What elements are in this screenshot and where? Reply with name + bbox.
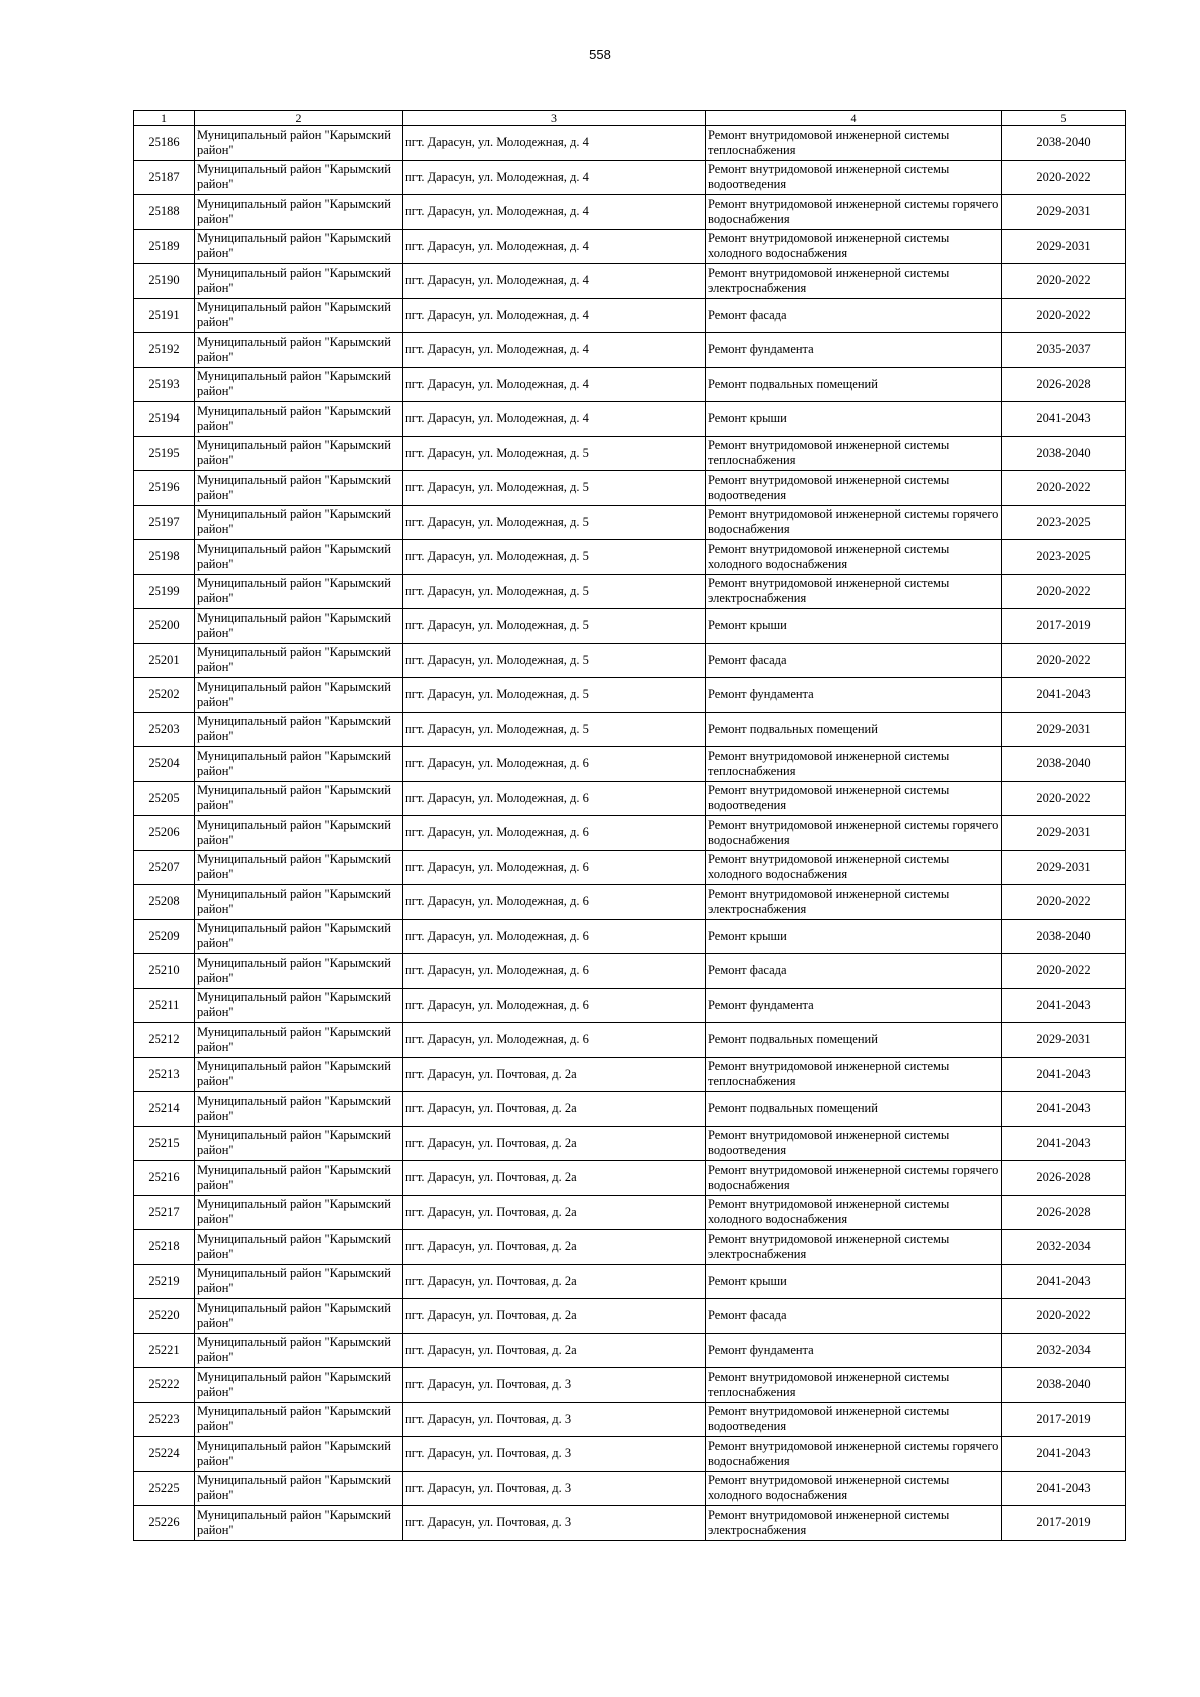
address-cell: пгт. Дарасун, ул. Молодежная, д. 4 [403, 126, 706, 161]
row-number: 25203 [134, 712, 195, 747]
work-type-cell: Ремонт внутридомовой инженерной системы горячего водоснабжения [706, 1161, 1002, 1196]
row-number: 25192 [134, 333, 195, 368]
work-type-cell: Ремонт внутридомовой инженерной системы теплоснабжения [706, 126, 1002, 161]
work-type-cell: Ремонт подвальных помещений [706, 1023, 1002, 1058]
work-type-cell: Ремонт фасада [706, 643, 1002, 678]
period-cell: 2020-2022 [1002, 885, 1126, 920]
column-header: 3 [403, 111, 706, 126]
row-number: 25225 [134, 1471, 195, 1506]
row-number: 25191 [134, 298, 195, 333]
row-number: 25187 [134, 160, 195, 195]
period-cell: 2029-2031 [1002, 195, 1126, 230]
period-cell: 2023-2025 [1002, 505, 1126, 540]
row-number: 25223 [134, 1402, 195, 1437]
municipality-cell: Муниципальный район "Карымский район" [195, 1057, 403, 1092]
row-number: 25219 [134, 1264, 195, 1299]
period-cell: 2041-2043 [1002, 1437, 1126, 1472]
address-cell: пгт. Дарасун, ул. Почтовая, д. 2а [403, 1195, 706, 1230]
table-row [134, 540, 1126, 575]
period-cell: 2041-2043 [1002, 1092, 1126, 1127]
municipality-cell: Муниципальный район "Карымский район" [195, 678, 403, 713]
municipality-cell: Муниципальный район "Карымский район" [195, 1126, 403, 1161]
work-type-cell: Ремонт внутридомовой инженерной системы водоотведения [706, 1126, 1002, 1161]
address-cell: пгт. Дарасун, ул. Молодежная, д. 5 [403, 712, 706, 747]
column-header: 5 [1002, 111, 1126, 126]
work-type-cell: Ремонт внутридомовой инженерной системы теплоснабжения [706, 1368, 1002, 1403]
address-cell: пгт. Дарасун, ул. Почтовая, д. 2а [403, 1230, 706, 1265]
period-cell: 2020-2022 [1002, 574, 1126, 609]
work-type-cell: Ремонт внутридомовой инженерной системы теплоснабжения [706, 1057, 1002, 1092]
municipality-cell: Муниципальный район "Карымский район" [195, 781, 403, 816]
table-row [134, 1057, 1126, 1092]
row-number: 25222 [134, 1368, 195, 1403]
column-header: 2 [195, 111, 403, 126]
period-cell: 2017-2019 [1002, 1506, 1126, 1541]
period-cell: 2032-2034 [1002, 1230, 1126, 1265]
period-cell: 2020-2022 [1002, 264, 1126, 299]
table-row [134, 1471, 1126, 1506]
row-number: 25216 [134, 1161, 195, 1196]
municipality-cell: Муниципальный район "Карымский район" [195, 1437, 403, 1472]
address-cell: пгт. Дарасун, ул. Почтовая, д. 3 [403, 1437, 706, 1472]
table-row [134, 919, 1126, 954]
municipality-cell: Муниципальный район "Карымский район" [195, 1402, 403, 1437]
address-cell: пгт. Дарасун, ул. Молодежная, д. 6 [403, 885, 706, 920]
table-row [134, 1264, 1126, 1299]
work-type-cell: Ремонт крыши [706, 609, 1002, 644]
address-cell: пгт. Дарасун, ул. Молодежная, д. 5 [403, 678, 706, 713]
municipality-cell: Муниципальный район "Карымский район" [195, 1506, 403, 1541]
period-cell: 2041-2043 [1002, 1126, 1126, 1161]
work-type-cell: Ремонт крыши [706, 919, 1002, 954]
municipality-cell: Муниципальный район "Карымский район" [195, 333, 403, 368]
period-cell: 2029-2031 [1002, 850, 1126, 885]
work-type-cell: Ремонт фундамента [706, 678, 1002, 713]
municipality-cell: Муниципальный район "Карымский район" [195, 298, 403, 333]
row-number: 25211 [134, 988, 195, 1023]
work-type-cell: Ремонт внутридомовой инженерной системы теплоснабжения [706, 747, 1002, 782]
row-number: 25210 [134, 954, 195, 989]
work-type-cell: Ремонт фундамента [706, 988, 1002, 1023]
work-type-cell: Ремонт подвальных помещений [706, 367, 1002, 402]
municipality-cell: Муниципальный район "Карымский район" [195, 1195, 403, 1230]
table-row [134, 1092, 1126, 1127]
row-number: 25195 [134, 436, 195, 471]
row-number: 25221 [134, 1333, 195, 1368]
row-number: 25196 [134, 471, 195, 506]
municipality-cell: Муниципальный район "Карымский район" [195, 505, 403, 540]
table-row [134, 712, 1126, 747]
table-row [134, 1368, 1126, 1403]
table-row [134, 126, 1126, 161]
address-cell: пгт. Дарасун, ул. Молодежная, д. 6 [403, 781, 706, 816]
period-cell: 2020-2022 [1002, 1299, 1126, 1334]
table-row [134, 229, 1126, 264]
period-cell: 2038-2040 [1002, 126, 1126, 161]
row-number: 25200 [134, 609, 195, 644]
period-cell: 2029-2031 [1002, 816, 1126, 851]
period-cell: 2020-2022 [1002, 781, 1126, 816]
municipality-cell: Муниципальный район "Карымский район" [195, 850, 403, 885]
table-row [134, 1299, 1126, 1334]
work-type-cell: Ремонт внутридомовой инженерной системы электроснабжения [706, 1506, 1002, 1541]
work-type-cell: Ремонт внутридомовой инженерной системы водоотведения [706, 781, 1002, 816]
table-row [134, 1161, 1126, 1196]
period-cell: 2032-2034 [1002, 1333, 1126, 1368]
address-cell: пгт. Дарасун, ул. Почтовая, д. 2а [403, 1333, 706, 1368]
work-type-cell: Ремонт внутридомовой инженерной системы холодного водоснабжения [706, 540, 1002, 575]
municipality-cell: Муниципальный район "Карымский район" [195, 1368, 403, 1403]
municipality-cell: Муниципальный район "Карымский район" [195, 816, 403, 851]
period-cell: 2026-2028 [1002, 1161, 1126, 1196]
address-cell: пгт. Дарасун, ул. Почтовая, д. 2а [403, 1161, 706, 1196]
work-type-cell: Ремонт фасада [706, 954, 1002, 989]
address-cell: пгт. Дарасун, ул. Молодежная, д. 4 [403, 333, 706, 368]
work-type-cell: Ремонт фасада [706, 1299, 1002, 1334]
table-row [134, 643, 1126, 678]
table-row [134, 264, 1126, 299]
table-row [134, 747, 1126, 782]
work-type-cell: Ремонт внутридомовой инженерной системы водоотведения [706, 160, 1002, 195]
table-row [134, 1333, 1126, 1368]
table-row [134, 781, 1126, 816]
work-type-cell: Ремонт внутридомовой инженерной системы теплоснабжения [706, 436, 1002, 471]
row-number: 25204 [134, 747, 195, 782]
table-row [134, 885, 1126, 920]
address-cell: пгт. Дарасун, ул. Почтовая, д. 3 [403, 1471, 706, 1506]
address-cell: пгт. Дарасун, ул. Молодежная, д. 5 [403, 540, 706, 575]
table-row [134, 298, 1126, 333]
table-row [134, 850, 1126, 885]
period-cell: 2038-2040 [1002, 1368, 1126, 1403]
municipality-cell: Муниципальный район "Карымский район" [195, 609, 403, 644]
row-number: 25217 [134, 1195, 195, 1230]
address-cell: пгт. Дарасун, ул. Почтовая, д. 2а [403, 1057, 706, 1092]
row-number: 25209 [134, 919, 195, 954]
row-number: 25218 [134, 1230, 195, 1265]
municipality-cell: Муниципальный район "Карымский район" [195, 1023, 403, 1058]
table-row [134, 195, 1126, 230]
period-cell: 2026-2028 [1002, 1195, 1126, 1230]
address-cell: пгт. Дарасун, ул. Почтовая, д. 3 [403, 1402, 706, 1437]
address-cell: пгт. Дарасун, ул. Молодежная, д. 5 [403, 436, 706, 471]
row-number: 25206 [134, 816, 195, 851]
row-number: 25205 [134, 781, 195, 816]
municipality-cell: Муниципальный район "Карымский район" [195, 1299, 403, 1334]
address-cell: пгт. Дарасун, ул. Молодежная, д. 4 [403, 298, 706, 333]
address-cell: пгт. Дарасун, ул. Молодежная, д. 6 [403, 816, 706, 851]
municipality-cell: Муниципальный район "Карымский район" [195, 1264, 403, 1299]
work-type-cell: Ремонт крыши [706, 1264, 1002, 1299]
row-number: 25212 [134, 1023, 195, 1058]
period-cell: 2017-2019 [1002, 609, 1126, 644]
address-cell: пгт. Дарасун, ул. Молодежная, д. 6 [403, 919, 706, 954]
address-cell: пгт. Дарасун, ул. Молодежная, д. 4 [403, 229, 706, 264]
row-number: 25215 [134, 1126, 195, 1161]
table-row [134, 402, 1126, 437]
row-number: 25193 [134, 367, 195, 402]
period-cell: 2038-2040 [1002, 436, 1126, 471]
period-cell: 2041-2043 [1002, 1471, 1126, 1506]
period-cell: 2020-2022 [1002, 298, 1126, 333]
table-row [134, 367, 1126, 402]
work-type-cell: Ремонт фундамента [706, 1333, 1002, 1368]
table-row [134, 1195, 1126, 1230]
page-number: 558 [589, 47, 611, 62]
address-cell: пгт. Дарасун, ул. Молодежная, д. 6 [403, 850, 706, 885]
period-cell: 2026-2028 [1002, 367, 1126, 402]
municipality-cell: Муниципальный район "Карымский район" [195, 471, 403, 506]
municipality-cell: Муниципальный район "Карымский район" [195, 954, 403, 989]
address-cell: пгт. Дарасун, ул. Молодежная, д. 6 [403, 954, 706, 989]
municipality-cell: Муниципальный район "Карымский район" [195, 160, 403, 195]
period-cell: 2041-2043 [1002, 1057, 1126, 1092]
table-row [134, 333, 1126, 368]
row-number: 25202 [134, 678, 195, 713]
table-row [134, 1023, 1126, 1058]
work-type-cell: Ремонт внутридомовой инженерной системы горячего водоснабжения [706, 505, 1002, 540]
municipality-cell: Муниципальный район "Карымский район" [195, 402, 403, 437]
municipality-cell: Муниципальный район "Карымский район" [195, 747, 403, 782]
period-cell: 2020-2022 [1002, 643, 1126, 678]
row-number: 25198 [134, 540, 195, 575]
row-number: 25226 [134, 1506, 195, 1541]
row-number: 25197 [134, 505, 195, 540]
table-row [134, 436, 1126, 471]
municipality-cell: Муниципальный район "Карымский район" [195, 367, 403, 402]
row-number: 25220 [134, 1299, 195, 1334]
row-number: 25214 [134, 1092, 195, 1127]
work-type-cell: Ремонт внутридомовой инженерной системы холодного водоснабжения [706, 229, 1002, 264]
table-row [134, 954, 1126, 989]
address-cell: пгт. Дарасун, ул. Почтовая, д. 2а [403, 1264, 706, 1299]
period-cell: 2029-2031 [1002, 1023, 1126, 1058]
municipality-cell: Муниципальный район "Карымский район" [195, 919, 403, 954]
municipality-cell: Муниципальный район "Карымский район" [195, 195, 403, 230]
row-number: 25189 [134, 229, 195, 264]
table-row [134, 471, 1126, 506]
work-type-cell: Ремонт внутридомовой инженерной системы водоотведения [706, 1402, 1002, 1437]
municipality-cell: Муниципальный район "Карымский район" [195, 885, 403, 920]
address-cell: пгт. Дарасун, ул. Молодежная, д. 4 [403, 367, 706, 402]
row-number: 25208 [134, 885, 195, 920]
work-type-cell: Ремонт фундамента [706, 333, 1002, 368]
period-cell: 2035-2037 [1002, 333, 1126, 368]
work-type-cell: Ремонт внутридомовой инженерной системы горячего водоснабжения [706, 195, 1002, 230]
municipality-cell: Муниципальный район "Карымский район" [195, 229, 403, 264]
address-cell: пгт. Дарасун, ул. Молодежная, д. 4 [403, 264, 706, 299]
municipality-cell: Муниципальный район "Карымский район" [195, 540, 403, 575]
row-number: 25207 [134, 850, 195, 885]
work-type-cell: Ремонт внутридомовой инженерной системы электроснабжения [706, 885, 1002, 920]
work-type-cell: Ремонт внутридомовой инженерной системы водоотведения [706, 471, 1002, 506]
row-number: 25213 [134, 1057, 195, 1092]
table-row [134, 505, 1126, 540]
address-cell: пгт. Дарасун, ул. Молодежная, д. 6 [403, 988, 706, 1023]
column-header: 4 [706, 111, 1002, 126]
work-type-cell: Ремонт внутридомовой инженерной системы холодного водоснабжения [706, 1195, 1002, 1230]
period-cell: 2020-2022 [1002, 160, 1126, 195]
table-row [134, 1230, 1126, 1265]
work-type-cell: Ремонт подвальных помещений [706, 712, 1002, 747]
municipality-cell: Муниципальный район "Карымский район" [195, 1092, 403, 1127]
table-row [134, 1402, 1126, 1437]
municipality-cell: Муниципальный район "Карымский район" [195, 264, 403, 299]
period-cell: 2017-2019 [1002, 1402, 1126, 1437]
address-cell: пгт. Дарасун, ул. Почтовая, д. 3 [403, 1506, 706, 1541]
address-cell: пгт. Дарасун, ул. Молодежная, д. 5 [403, 643, 706, 678]
period-cell: 2029-2031 [1002, 712, 1126, 747]
work-type-cell: Ремонт внутридомовой инженерной системы электроснабжения [706, 264, 1002, 299]
address-cell: пгт. Дарасун, ул. Молодежная, д. 5 [403, 574, 706, 609]
address-cell: пгт. Дарасун, ул. Молодежная, д. 4 [403, 160, 706, 195]
municipality-cell: Муниципальный район "Карымский район" [195, 712, 403, 747]
municipality-cell: Муниципальный район "Карымский район" [195, 988, 403, 1023]
period-cell: 2041-2043 [1002, 988, 1126, 1023]
repair-schedule-table [133, 110, 1126, 1541]
row-number: 25199 [134, 574, 195, 609]
table-row [134, 678, 1126, 713]
address-cell: пгт. Дарасун, ул. Молодежная, д. 4 [403, 402, 706, 437]
table-row [134, 988, 1126, 1023]
row-number: 25186 [134, 126, 195, 161]
work-type-cell: Ремонт внутридомовой инженерной системы горячего водоснабжения [706, 1437, 1002, 1472]
work-type-cell: Ремонт внутридомовой инженерной системы холодного водоснабжения [706, 850, 1002, 885]
work-type-cell: Ремонт фасада [706, 298, 1002, 333]
period-cell: 2041-2043 [1002, 1264, 1126, 1299]
row-number: 25194 [134, 402, 195, 437]
row-number: 25224 [134, 1437, 195, 1472]
period-cell: 2020-2022 [1002, 471, 1126, 506]
address-cell: пгт. Дарасун, ул. Молодежная, д. 4 [403, 195, 706, 230]
column-header: 1 [134, 111, 195, 126]
work-type-cell: Ремонт крыши [706, 402, 1002, 437]
period-cell: 2038-2040 [1002, 747, 1126, 782]
work-type-cell: Ремонт внутридомовой инженерной системы электроснабжения [706, 574, 1002, 609]
period-cell: 2041-2043 [1002, 678, 1126, 713]
municipality-cell: Муниципальный район "Карымский район" [195, 574, 403, 609]
period-cell: 2041-2043 [1002, 402, 1126, 437]
municipality-cell: Муниципальный район "Карымский район" [195, 643, 403, 678]
period-cell: 2029-2031 [1002, 229, 1126, 264]
municipality-cell: Муниципальный район "Карымский район" [195, 126, 403, 161]
address-cell: пгт. Дарасун, ул. Почтовая, д. 2а [403, 1299, 706, 1334]
work-type-cell: Ремонт внутридомовой инженерной системы горячего водоснабжения [706, 816, 1002, 851]
table-row [134, 574, 1126, 609]
table-row [134, 816, 1126, 851]
address-cell: пгт. Дарасун, ул. Почтовая, д. 2а [403, 1126, 706, 1161]
address-cell: пгт. Дарасун, ул. Молодежная, д. 5 [403, 505, 706, 540]
column-header-row [134, 111, 1126, 126]
municipality-cell: Муниципальный район "Карымский район" [195, 1333, 403, 1368]
table-row [134, 160, 1126, 195]
period-cell: 2038-2040 [1002, 919, 1126, 954]
row-number: 25190 [134, 264, 195, 299]
work-type-cell: Ремонт внутридомовой инженерной системы холодного водоснабжения [706, 1471, 1002, 1506]
address-cell: пгт. Дарасун, ул. Молодежная, д. 5 [403, 609, 706, 644]
address-cell: пгт. Дарасун, ул. Молодежная, д. 6 [403, 747, 706, 782]
table-row [134, 1126, 1126, 1161]
row-number: 25201 [134, 643, 195, 678]
address-cell: пгт. Дарасун, ул. Почтовая, д. 2а [403, 1092, 706, 1127]
table-row [134, 1506, 1126, 1541]
address-cell: пгт. Дарасун, ул. Молодежная, д. 6 [403, 1023, 706, 1058]
municipality-cell: Муниципальный район "Карымский район" [195, 1161, 403, 1196]
municipality-cell: Муниципальный район "Карымский район" [195, 1230, 403, 1265]
table-row [134, 609, 1126, 644]
period-cell: 2023-2025 [1002, 540, 1126, 575]
address-cell: пгт. Дарасун, ул. Молодежная, д. 5 [403, 471, 706, 506]
work-type-cell: Ремонт подвальных помещений [706, 1092, 1002, 1127]
table-row [134, 1437, 1126, 1472]
period-cell: 2020-2022 [1002, 954, 1126, 989]
address-cell: пгт. Дарасун, ул. Почтовая, д. 3 [403, 1368, 706, 1403]
work-type-cell: Ремонт внутридомовой инженерной системы электроснабжения [706, 1230, 1002, 1265]
row-number: 25188 [134, 195, 195, 230]
municipality-cell: Муниципальный район "Карымский район" [195, 1471, 403, 1506]
municipality-cell: Муниципальный район "Карымский район" [195, 436, 403, 471]
